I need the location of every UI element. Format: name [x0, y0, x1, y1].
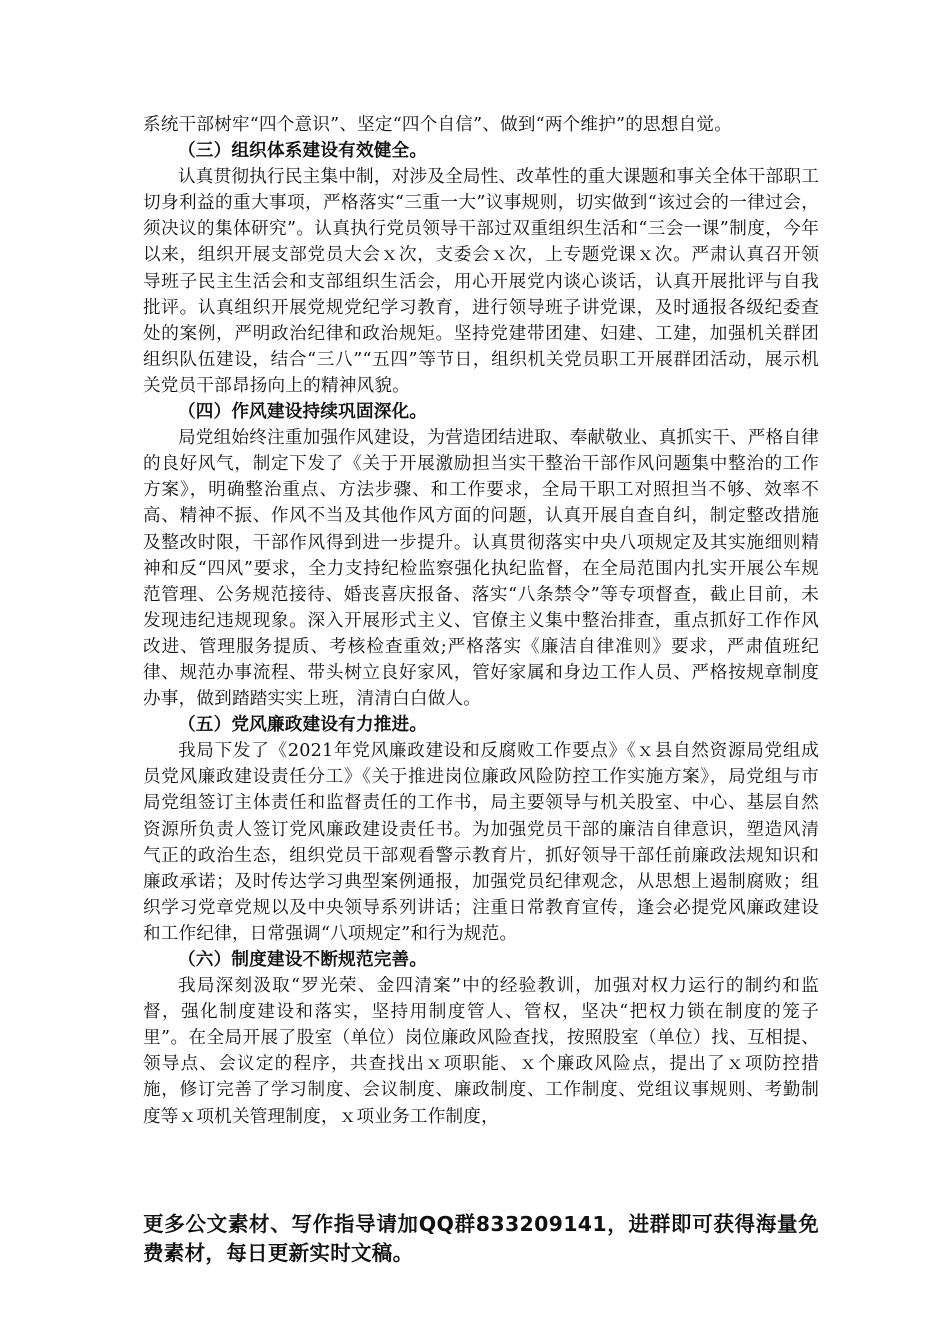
document-body: [143, 112, 819, 1130]
section-heading-5: （五）党风廉政建设有力推进。: [178, 714, 428, 736]
paragraph-work-style: 局党组始终注重加强作风建设，为营造团结进取、奉献敬业、真抓实干、严格自律的良好风气，制定下发了《关于开展激励担当实干整治干部作风问题集中整治的工作方案》，明确整治重点、方法步骤、和工作要求，全局干职工对照担当不够、效率不高、精神不振、作风不当及其他作风方面的问题，认真开展自查自纠，制定整改措施及整改时限，干部作风得到进一步提升。认真贯彻落实中央八项规定及其实施细则精神和反“四风”要求，全力支持纪检监察强化执纪监督，在全局范围内扎实开展公车规范管理、公务规范接待、婚丧喜庆报备、落实“八条禁令”等专项督查，截止目前，未发现违纪违规现象。深入开展形式主义、官僚主义集中整治排查，重点抓好工作作风改进、管理服务提质、考核检查重效;严格落实《廉洁自律准则》要求，严肃值班纪律、规范办事流程、带头树立良好家风，管好家属和身边工作人员、严格按规章制度办事，做到踏踏实实上班，清清白白做人。: [143, 428, 819, 710]
section-heading-6: （六）制度建设不断规范完善。: [178, 949, 428, 970]
paragraph-institution: 我局深刻汲取“罗光荣、金四清案”中的经验教训，加强对权力运行的制约和监督，强化制度建设和落实，坚持用制度管人、管权，坚决“把权力锁在制度的笼子里”。在全局开展了股室（单位）岗位廉政风险查找，按照股室（单位）找、互相提、领导点、会议定的程序，共查找出ｘ项职能、ｘ个廉政风险点，提出了ｘ项防控措施，修订完善了学习制度、会议制度、廉政制度、工作制度、党组议事规则、考勤制度等ｘ项机关管理制度，ｘ项业务工作制度，: [143, 976, 819, 1127]
section-heading-3: （三）组织体系建设有效健全。: [178, 140, 428, 162]
paragraph-organization: 认真贯彻执行民主集中制，对涉及全局性、改革性的重大课题和事关全体干部职工切身利益的重大事项，严格落实“三重一大”议事规则，切实做到“该过会的一律过会，须决议的集体研究”。认真执行党员领导干部过双重组织生活和“三会一课”制度，今年以来，组织开展支部党员大会ｘ次，支委会ｘ次，上专题党课ｘ次。严肃认真召开领导班子民主生活会和支部组织生活会，用心开展党内谈心谈话，认真开展批评与自我批评。认真组织开展党规党纪学习教育，进行领导班子讲党课，及时通报各级纪委查处的案例，严明政治纪律和政治规矩。坚持党建带团建、妇建、工建，加强机关群团组织队伍建设，结合“三八”“五四”等节日，组织机关党员职工开展群团活动，展示机关党员干部昂扬向上的精神风貌。: [143, 167, 819, 396]
paragraph-integrity: 我局下发了《2021年党风廉政建设和反腐败工作要点》《ｘ县自然资源局党组成员党风廉政建设责任分工》《关于推进岗位廉政风险防控工作实施方案》，局党组与市局党组签订主体责任和监督责任的工作书，局主要领导与机关股室、中心、基层自然资源所负责人签订党风廉政建设责任书。为加强党员干部的廉洁自律意识，塑造风清气正的政治生态，组织党员干部观看警示教育片，抓好领导干部任前廉政法规知识和廉政承诺；及时传达学习典型案例通报，加强党员纪律观念，从思想上遏制腐败；组织学习党章党规以及中央领导系列讲话；注重日常教育宣传，逢会必提党风廉政建设和工作纪律，日常强调“八项规定”和行为规范。: [143, 741, 819, 944]
paragraph-continuation: 系统干部树牢“四个意识”、坚定“四个自信”、做到“两个维护”的思想自觉。: [143, 115, 732, 135]
promo-footer: 更多公文素材、写作指导请加QQ群833209141，进群即可获得海量免费素材，每日更新实时文稿。: [143, 1212, 819, 1265]
section-heading-4: （四）作风建设持续巩固深化。: [178, 401, 428, 423]
